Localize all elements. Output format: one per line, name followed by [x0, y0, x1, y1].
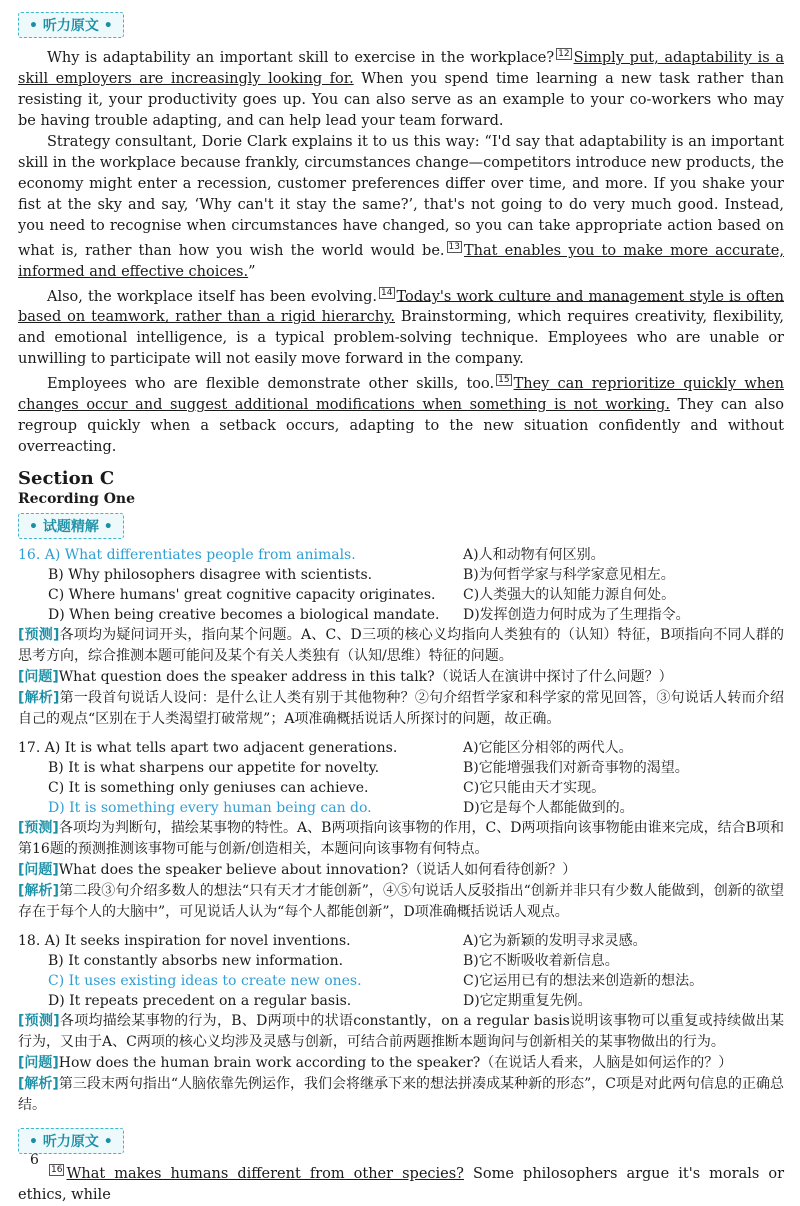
analysis-text: 第三段末两句指出“人脑依靠先例运作，我们会将继承下来的想法拼凑成某种新的形态”，C项是对此两句信息的正确总结。 [18, 1076, 784, 1114]
option-grid [18, 931, 784, 1011]
option-cn: B)为何哲学家与科学家意见相左。 [463, 567, 675, 584]
analysis-label: [解析] [18, 883, 59, 900]
key-sentence: Simply put, adaptability is a skill employers are increasingly looking for. [18, 49, 785, 87]
recording-heading: Recording One [18, 491, 136, 508]
question-block [18, 738, 784, 923]
option-cn: C)它运用已有的想法来创造新的想法。 [463, 973, 704, 990]
prediction-label: [预测] [18, 1013, 60, 1030]
option-cn: A)它为新颖的发明寻求灵感。 [463, 933, 647, 950]
option-grid [18, 545, 784, 625]
transcript-paragraph-1 [18, 44, 784, 132]
question-text: What question does the speaker address in this talk?（说话人在演讲中探讨了什么问题？） [58, 669, 673, 686]
option-en: C) It is something only geniuses can achieve. [48, 780, 369, 797]
prediction-text: 各项均为判断句，描绘某事物的特性。A、B两项指向该事物的作用，C、D两项指向该事物能由谁来完成，结合B项和第16题的预测推测该事物可能与创新/创造相关，本题问向该事物有何特点。 [18, 820, 784, 858]
question-list [18, 545, 784, 1116]
prediction-label: [预测] [18, 820, 59, 837]
key-sentence: That enables you to make more accurate, informed and effective choices. [18, 242, 785, 280]
option-en: D) It is something every human being can do. [48, 800, 372, 817]
text: Why is adaptability an important skill to exercise in the workplace? [47, 49, 555, 66]
text: When you spend time learning a new task rather than resisting it, your productivity goes up. You can also serve as an example to your co-workers who may be having trouble adapting, and can help lead your team forward. [18, 70, 785, 129]
question-marker: 15 [498, 375, 510, 386]
transcript-paragraph-3 [18, 283, 784, 371]
option-en: C) It uses existing ideas to create new ones. [48, 973, 362, 990]
text: Also, the workplace itself has been evolving. [47, 288, 378, 305]
question-line [18, 1053, 784, 1074]
option-en: 18. A) It seeks inspiration for novel inventions. [18, 933, 351, 950]
text: Strategy consultant, Dorie Clark explains it to us this way: “I'd say that adaptability is an important skill in the workplace because frankly, circumstances change—competitors introduce new products, the economy might enter a recession, customer preferences differ over time, and more. If you shake your fist at the sky and say, ‘Why can't it stay the same?’, that's not going to do very much good. Instead, you need to recognise when circumstances have changed, so you can take appropriate action based on what is, rather than how you wish the world would be. [18, 133, 784, 259]
option-en: 16. A) What differentiates people from animals. [18, 547, 356, 564]
prediction-text: 各项均描绘某事物的行为，B、D两项中的状语constantly，on a regular basis说明该事物可以重复或持续做出某行为，又由于A、C两项的核心义均涉及灵感与创新，可结合前两题推断本题询问与创新相关的某事物做出的行为。 [18, 1013, 785, 1051]
question-block [18, 545, 784, 730]
analysis-line [18, 881, 784, 923]
option-en: B) Why philosophers disagree with scientists. [48, 567, 373, 584]
transcript-paragraph-5 [18, 1160, 784, 1206]
transcript-banner-2: • 听力原文 • [18, 1128, 124, 1154]
option-grid [18, 738, 784, 818]
prediction-line [18, 1011, 784, 1053]
question-marker: 13 [448, 241, 460, 252]
option-en: B) It constantly absorbs new information. [48, 953, 344, 970]
question-text: How does the human brain work according to the speaker?（在说话人看来，人脑是如何运作的？） [58, 1055, 733, 1072]
transcript-paragraph-2 [18, 132, 784, 283]
option-cn: D)它是每个人都能做到的。 [463, 800, 634, 817]
key-sentence: They can reprioritize quickly when changes occur and suggest additional modifications when something is not working. [18, 376, 784, 414]
text: ” [248, 263, 256, 280]
option-cn: B)它能增强我们对新奇事物的渴望。 [463, 760, 689, 777]
prediction-line [18, 625, 784, 667]
analysis-line [18, 1074, 784, 1116]
question-line [18, 667, 784, 688]
text: Brainstorming, which requires creativity, flexibility, and emotional intelligence, is a typical problem-solving technique. Employees who are unable or unwilling to participate will not easily move forward in the company. [18, 309, 784, 368]
option-en: D) When being creative becomes a biological mandate. [48, 607, 440, 624]
prediction-label: [预测] [18, 627, 60, 644]
prediction-line [18, 818, 784, 860]
option-cn: A)它能区分相邻的两代人。 [463, 740, 633, 757]
text: Employees who are flexible demonstrate other skills, too. [47, 376, 495, 393]
section-heading: Section C [18, 468, 115, 490]
key-sentence: Today's work culture and management style is often based on teamwork, rather than a rigid hierarchy. [18, 288, 785, 326]
question-marker: 12 [558, 49, 570, 59]
page-number: 6 [30, 1152, 39, 1168]
analysis-label: [解析] [18, 1076, 59, 1093]
analysis-line [18, 688, 784, 730]
option-cn: A)人和动物有何区别。 [463, 547, 605, 564]
question-marker: 14 [381, 287, 393, 298]
option-cn: D)它定期重复先例。 [463, 993, 592, 1010]
question-text: What does the speaker believe about innovation?（说话人如何看待创新？） [58, 862, 577, 879]
items-banner: • 试题精解 • [18, 513, 124, 539]
option-en: B) It is what sharpens our appetite for novelty. [48, 760, 380, 777]
question-label: [问题] [18, 862, 59, 879]
transcript-paragraph-4 [18, 370, 784, 458]
key-sentence: What makes humans different from other species? [66, 1166, 464, 1183]
option-cn: D)发挥创造力何时成为了生理指令。 [463, 607, 690, 624]
analysis-text: 第二段③句介绍多数人的想法“只有天才才能创新”，④⑤句说话人反驳指出“创新并非只有少数人能做到，创新的欲望存在于每个人的大脑中”，可见说话人认为“每个人都能创新”，D项准确概括说话人观点。 [18, 883, 785, 921]
text: They can also regroup quickly when a setback occurs, adapting to the new situation confidently and without overreacting. [18, 397, 784, 456]
question-marker: 16 [51, 1165, 63, 1176]
question-block [18, 931, 784, 1116]
question-label: [问题] [18, 669, 59, 686]
option-cn: C)人类强大的认知能力源自何处。 [463, 587, 676, 604]
text: Some philosophers argue it's morals or ethics, while [18, 1166, 785, 1204]
prediction-text: 各项均为疑问词开头，指向某个问题。A、C、D三项的核心义均指向人类独有的（认知）特征，B项指向不同人群的思考方向，综合推测本题可能问及某个有关人类独有（认知/思维）特征的问题。 [18, 627, 784, 665]
option-cn: C)它只能由天才实现。 [463, 780, 606, 797]
question-line [18, 860, 784, 881]
analysis-text: 第一段首句说话人设问：是什么让人类有别于其他物种？②句介绍哲学家和科学家的常见回答，③句说话人转而介绍自己的观点“区别在于人类渴望打破常规”；A项准确概括说话人所探讨的问题，故正确。 [18, 690, 784, 728]
transcript-banner: • 听力原文 • [18, 12, 124, 38]
option-cn: B)它不断吸收着新信息。 [463, 953, 619, 970]
analysis-label: [解析] [18, 690, 60, 707]
question-label: [问题] [18, 1055, 59, 1072]
option-en: C) Where humans' great cognitive capacity originates. [48, 587, 436, 604]
option-en: D) It repeats precedent on a regular basis. [48, 993, 352, 1010]
page-content [18, 10, 784, 1206]
option-en: 17. A) It is what tells apart two adjacent generations. [18, 740, 398, 757]
